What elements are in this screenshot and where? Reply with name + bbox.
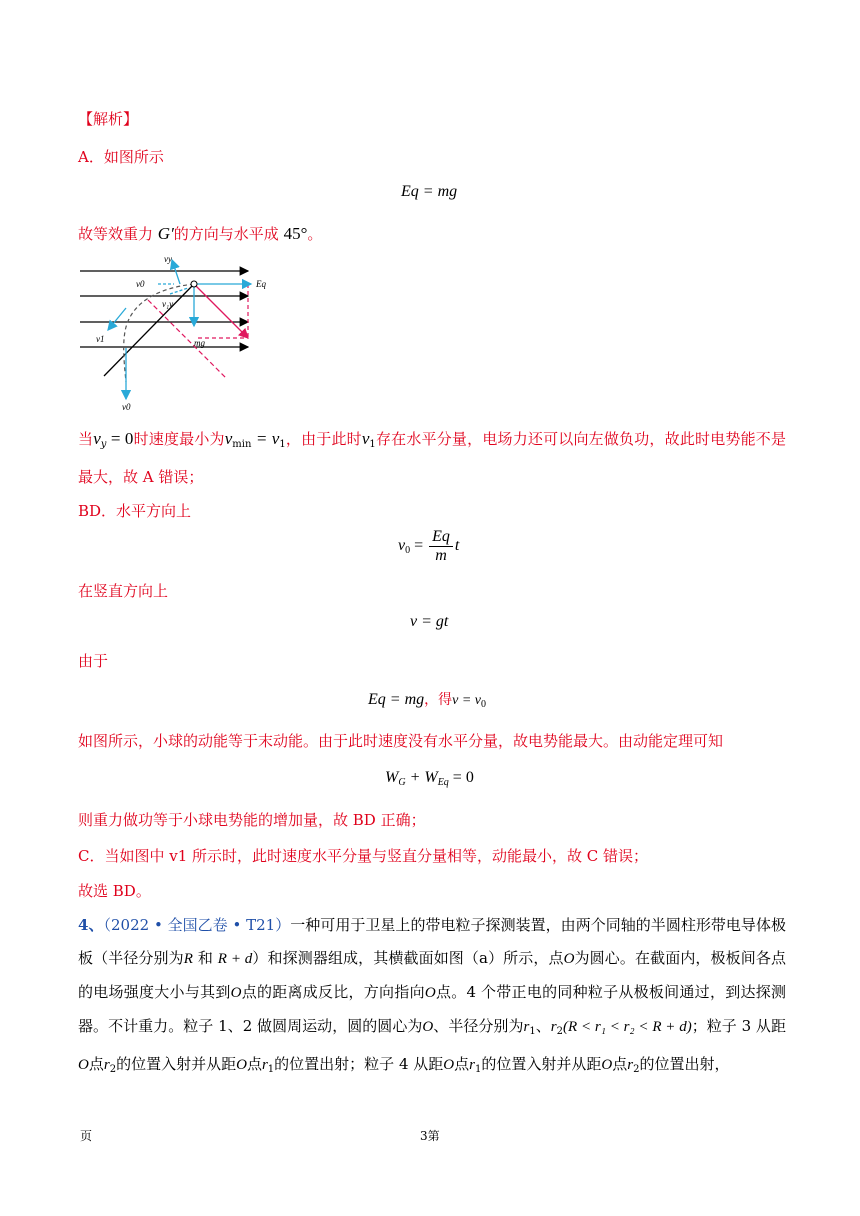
label-vy: vy bbox=[164, 254, 172, 264]
field-lines bbox=[80, 271, 248, 347]
label-mg: mg bbox=[194, 338, 205, 348]
section-a-line2: 故等效重力 G′的方向与水平成 45°。 bbox=[78, 224, 323, 243]
kinetic-energy-line: 如图所示，小球的动能等于末动能。由于此时速度没有水平分量，故电势能最大。由动能定理可知 bbox=[78, 732, 724, 750]
section-c-line: C．当如图中 v1 所示时，此时速度水平分量与竖直分量相等，动能最小，故 C 错误； bbox=[78, 847, 649, 865]
footer-left: 页 bbox=[80, 1129, 93, 1143]
equation-result: Eq = mg，得$v = v_0$ bbox=[368, 691, 486, 710]
label-v0: v0 bbox=[136, 279, 145, 289]
work-line: 则重力做功等于小球电势能的增加量，故 BD 正确； bbox=[78, 811, 426, 829]
because-label: 由于 bbox=[78, 652, 109, 670]
equation-work: $W_G + W_{Eq} = 0$ bbox=[385, 769, 474, 788]
choose-line: 故选 BD。 bbox=[78, 882, 151, 900]
label-v1: v1 bbox=[96, 334, 105, 344]
equation-v-gt: v = gt bbox=[410, 613, 449, 630]
label-v1v: v₁v bbox=[162, 299, 174, 309]
equation-eq-mg: Eq = mg bbox=[401, 183, 458, 200]
equation-v0: $v_0$ = $\frac{Eq}{m}$ t bbox=[398, 528, 460, 564]
symbol-g-prime: G′ bbox=[157, 224, 174, 243]
paragraph-vy-zero: 当$v_y = 0$时速度最小为$v_{min} = v_1$，由于此时$v_1$存在水平分量，电场力还可以向左做负功，故此时电势能不是最大，故 A 错误； bbox=[78, 429, 786, 486]
label-v0-bottom: v0 bbox=[122, 402, 131, 412]
section-bd-label: BD．水平方向上 bbox=[78, 502, 192, 520]
analysis-heading: 【解析】 bbox=[78, 110, 139, 128]
angle-45: 45° bbox=[283, 224, 308, 243]
page-number: 3第 bbox=[420, 1129, 440, 1143]
label-eq: Eq bbox=[256, 279, 266, 289]
force-velocity-figure bbox=[78, 252, 278, 414]
question-4: 4、（2022 • 全国乙卷 • T21）一种可用于卫星上的带电粒子探测装置，由两个同轴的半圆柱形带电导体极板（半径分别为R 和 R + d）和探测器组成，其横截面如图（a）所示，点O为圆心。在截面内，极板间各点的电场强度大小与其到O点的距离成反比，方向指向O点。4 个带正电的同种粒子从极板间通过，到达探测器。不计重力。粒子 1、2 做圆周运动，圆的圆心为O、半径分别为$r_1$、$r_2(R < r_1 < r_2 < R + d)$；粒子 3 从距O点$r_2$的位置入射并从距O点$r_1$的位置出射；粒子 4 从距O点$r_1$的位置入射并从距O点$r_2$的位置出射， bbox=[78, 916, 786, 1075]
question-source: （2022 • 全国乙卷 • T21） bbox=[103, 916, 291, 934]
section-a-label: A．如图所示 bbox=[78, 148, 164, 166]
vertical-label: 在竖直方向上 bbox=[78, 582, 169, 600]
